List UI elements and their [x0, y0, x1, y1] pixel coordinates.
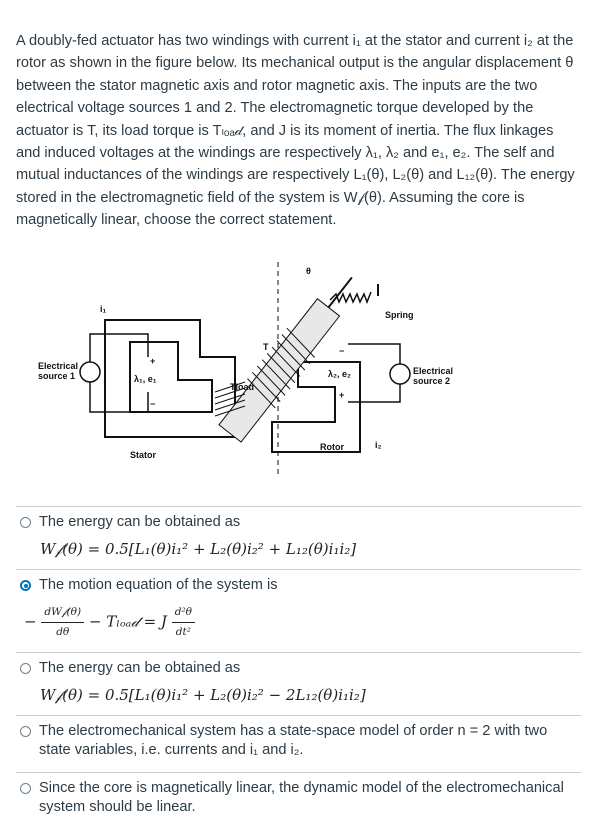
lambda2-label: λ₂, e₂ — [328, 369, 352, 379]
minus1-label: − — [150, 399, 156, 409]
source1-label-1: Electrical — [38, 361, 79, 371]
answer-3-formula: W𝒻(θ) = 0.5[L₁(θ)i₁² + L₂(θ)i₂² − 2L₁₂(θ)i₁i₂] — [40, 686, 366, 704]
spring-label: Spring — [385, 310, 414, 320]
formula-mid: − Tₗₒₐ𝒹 = J — [88, 612, 167, 631]
torque-label: T — [263, 342, 269, 352]
stator-core — [105, 320, 235, 437]
radio-button-2-selected[interactable] — [20, 580, 31, 591]
answer-option-4[interactable] — [16, 715, 581, 764]
source2-label-1: Electrical — [413, 366, 454, 376]
answer-5-text: Since the core is magnetically linear, the dynamic model of the electromechanical system should be linear. — [39, 780, 564, 815]
minus2-label: − — [339, 346, 345, 356]
fraction-dw — [41, 603, 84, 642]
answer-option-2[interactable] — [16, 569, 581, 652]
answer-1-formula: W𝒻(θ) = 0.5[L₁(θ)i₁² + L₂(θ)i₂² + L₁₂(θ)i₁i₂] — [40, 540, 357, 558]
plus2-label: + — [339, 390, 345, 400]
fraction-den-2: dt² — [175, 626, 191, 638]
fraction-num-1: dW𝒻(θ) — [41, 603, 84, 623]
tload-label: Tload — [230, 382, 254, 392]
i2-label: i₂ — [375, 440, 382, 450]
answer-4-text: The electromechanical system has a state-space model of order n = 2 with two state variables, i.e. currents and i₁ and i₂. — [39, 723, 548, 758]
question-text: A doubly-fed actuator has two windings with current i₁ at the stator and current i₂ at the rotor as shown in the figure below. Its mechanical output is the angular displacement θ between the stator magnetic axis and rotor magnetic axis. The inputs are the two electrical voltage sources 1 and 2. The electromagnetic torque developed by the actuator is T, its load torque is Tₗₒₐ𝒹, and J is its moment of inertia. The flux linkages and induced voltages at the windings are respectively λ₁, λ₂ and e₁, e₂. The self and mutual inductances of the windings are respectively L₁(θ), L₂(θ) and L₁₂(θ). The energy stored in the electromagnetic field of the system is W𝒻(θ). Assuming the core is magnetically linear, choose the correct statement. — [16, 33, 575, 229]
answer-1-text: The energy can be obtained as — [39, 514, 241, 530]
radio-button-5[interactable] — [20, 783, 31, 794]
fraction-d2theta — [172, 603, 195, 642]
source2-label-2: source 2 — [413, 376, 451, 386]
answer-option-1[interactable] — [16, 506, 581, 569]
radio-button-1[interactable] — [20, 517, 31, 528]
lambda1-label: λ₁, e₁ — [134, 374, 157, 384]
fraction-num-2: d²θ — [172, 603, 195, 623]
radio-button-3[interactable] — [20, 663, 31, 674]
actuator-figure — [30, 262, 460, 477]
rotor-label: Rotor — [320, 442, 344, 452]
theta-label: θ — [306, 266, 311, 276]
answer-2-formula — [20, 595, 577, 648]
answer-3-text: The energy can be obtained as — [39, 660, 241, 676]
fraction-den-1: dθ — [56, 626, 70, 638]
answer-list — [16, 506, 581, 821]
answer-option-3[interactable] — [16, 652, 581, 715]
plus1-label: + — [150, 356, 156, 366]
formula-prefix: − — [24, 612, 37, 631]
stator-label: Stator — [130, 450, 157, 460]
answer-2-text: The motion equation of the system is — [39, 577, 278, 593]
i1-label: i₁ — [100, 304, 107, 314]
source1-label-2: source 1 — [38, 371, 76, 381]
answer-option-5[interactable] — [16, 772, 581, 821]
radio-button-4[interactable] — [20, 726, 31, 737]
